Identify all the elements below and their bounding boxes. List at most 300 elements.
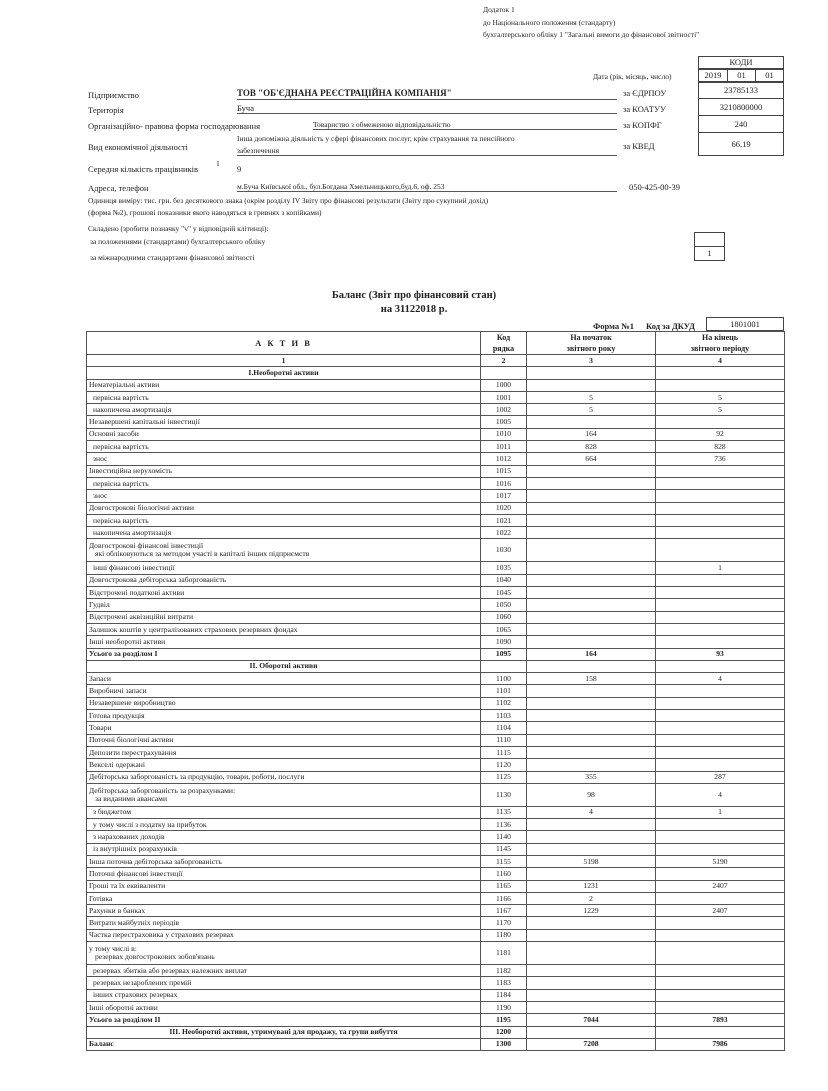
row-value-end [656,977,785,989]
row-value-begin [527,587,656,599]
row-code: 1166 [481,892,527,904]
table-row [87,806,785,818]
balance-date: 31122018 [394,304,437,315]
row-value-end: 7986 [656,1038,785,1050]
row-value-end: 92 [656,428,785,440]
row-value-end [656,892,785,904]
row-label: первісна вартість [87,441,481,453]
appendix-line-3: бухгалтерського обліку 1 "Загальні вимоги до фінансової звітності" [483,30,700,39]
row-label: резервах збитків або резервах належних виплат [87,965,481,977]
row-value-begin [527,965,656,977]
row-label: з бюджетом [87,806,481,818]
row-label: Відстрочені аквізиційні витрати [87,611,481,623]
table-row [87,490,785,502]
table-row [87,892,785,904]
row-label: первісна вартість [87,514,481,526]
row-value-begin: 7208 [527,1038,656,1050]
row-value-begin [527,942,656,965]
row-code [481,660,527,672]
dkud-value: 1801001 [706,317,784,331]
row-value-end [656,623,785,635]
row-label: Частка перестраховика у страхових резервах [87,929,481,941]
row-value-begin [527,490,656,502]
codes-header: КОДИ [698,56,784,69]
row-code [481,367,527,379]
table-row [87,831,785,843]
row-value-end [656,868,785,880]
edrpou-label: за ЄДРПОУ [623,88,667,98]
row-code: 1017 [481,490,527,502]
row-code: 1135 [481,806,527,818]
row-code: 1021 [481,514,527,526]
row-code: 1103 [481,710,527,722]
row-label: Запаси [87,673,481,685]
row-value-begin [527,697,656,709]
row-value-begin [527,843,656,855]
row-value-begin [527,477,656,489]
row-value-begin [527,636,656,648]
row-value-end [656,660,785,672]
table-row [87,539,785,562]
address-value: м.Буча Київської обл., бул.Богдана Хмельницького,буд.6, оф. 253 [237,182,617,192]
row-code: 1090 [481,636,527,648]
row-value-end [656,843,785,855]
row-value-begin [527,831,656,843]
row-value-end: 5 [656,391,785,403]
table-row [87,759,785,771]
table-row [87,416,785,428]
row-value-begin [527,734,656,746]
row-value-end: 5 [656,404,785,416]
row-code: 1195 [481,1014,527,1026]
row-value-begin [527,929,656,941]
territory-value: Буча [237,103,617,114]
national-standards-checkbox [694,232,725,247]
row-value-begin: 164 [527,428,656,440]
row-value-begin [527,977,656,989]
row-code: 1170 [481,917,527,929]
row-code: 1183 [481,977,527,989]
row-value-end: 5190 [656,855,785,867]
row-label: II. Оборотні активи [87,660,481,672]
legal-form-value: Товариство з обмеженою відповідальністю [313,120,617,130]
row-value-begin: 1231 [527,880,656,892]
row-code: 1001 [481,391,527,403]
koatuu-label: за КОАТУУ [623,104,667,114]
row-code: 1000 [481,379,527,391]
row-value-end: 736 [656,453,785,465]
row-value-end [656,710,785,722]
table-row [87,855,785,867]
row-value-end [656,685,785,697]
table-row [87,746,785,758]
row-value-end [656,477,785,489]
table-row [87,929,785,941]
row-value-end [656,539,785,562]
row-value-end [656,942,785,965]
row-code: 1040 [481,574,527,586]
row-label: Депозити перестрахування [87,746,481,758]
row-value-begin [527,623,656,635]
row-value-begin [527,611,656,623]
row-code: 1120 [481,759,527,771]
row-label: Поточні фінансові інвестиції [87,868,481,880]
table-row [87,1001,785,1013]
balance-title: Баланс (Звіт про фінансовий стан) [331,290,497,301]
row-code: 1160 [481,868,527,880]
row-label: первісна вартість [87,477,481,489]
row-value-begin: 2 [527,892,656,904]
table-row [87,905,785,917]
row-code: 1155 [481,855,527,867]
balance-table [86,331,785,1051]
activity-value-1: Інша допоміжна діяльність у сфері фінансових послуг, крім страхування та пенсійного [237,134,515,143]
kopfg-value: 240 [698,115,784,133]
table-row [87,428,785,440]
row-code: 1100 [481,673,527,685]
row-code: 1022 [481,527,527,539]
row-value-end [656,527,785,539]
table-row [87,868,785,880]
row-value-begin [527,819,656,831]
row-value-end [656,611,785,623]
row-code: 1184 [481,989,527,1001]
row-label: Гудвіл [87,599,481,611]
col-end-header: На кінець звітного періоду [656,332,785,355]
row-label: Гроші та їх еквіваленти [87,880,481,892]
row-code: 1015 [481,465,527,477]
table-row [87,685,785,697]
row-value-end [656,819,785,831]
phone-value: 050-425-00-39 [629,182,680,192]
row-value-begin [527,465,656,477]
row-value-end: 1 [656,806,785,818]
row-code: 1145 [481,843,527,855]
row-value-end [656,831,785,843]
row-label: знос [87,490,481,502]
row-label: Витрати майбутніх періодів [87,917,481,929]
row-value-begin: 1229 [527,905,656,917]
row-value-end [656,1001,785,1013]
row-value-begin: 664 [527,453,656,465]
table-row [87,1026,785,1038]
row-label: III. Необоротні активи, утримувані для продажу, та групи вибуття [87,1026,481,1038]
row-label: інші фінансові інвестиції [87,562,481,574]
row-label: Поточні біологічні активи [87,734,481,746]
row-code: 1016 [481,477,527,489]
row-value-begin [527,759,656,771]
col-num-4: 4 [656,355,785,367]
row-label: Усього за розділом І [87,648,481,660]
row-value-end: 2407 [656,880,785,892]
row-value-begin [527,1026,656,1038]
row-value-begin [527,367,656,379]
row-code: 1050 [481,599,527,611]
appendix-line-2: до Національного положення (стандарту) [483,18,616,27]
row-value-end [656,465,785,477]
table-row [87,636,785,648]
row-value-begin [527,514,656,526]
unit-note-2: (форма №2), грошові показники якого наводяться в гривнях з копійками) [88,208,322,217]
row-value-begin [527,539,656,562]
row-label: Баланс [87,1038,481,1050]
national-standards-label: за положеннями (стандартами) бухгалтерського обліку [90,237,266,246]
table-row [87,379,785,391]
row-value-end: 4 [656,673,785,685]
col-begin-header: На початок звітного року [527,332,656,355]
table-row [87,734,785,746]
table-row [87,989,785,1001]
kopfg-label: за КОПФГ [623,120,662,130]
row-label: Виробничі запаси [87,685,481,697]
row-label: Товари [87,722,481,734]
row-value-end [656,734,785,746]
table-row [87,502,785,514]
table-row [87,623,785,635]
row-code: 1125 [481,771,527,783]
table-row [87,917,785,929]
row-label: Нематеріальні активи [87,379,481,391]
row-value-end [656,599,785,611]
employees-label: Середня кількість працівників [88,164,199,174]
row-label: I.Необоротні активи [87,367,481,379]
table-row [87,514,785,526]
row-value-begin [527,562,656,574]
row-code: 1190 [481,1001,527,1013]
row-label: знос [87,453,481,465]
row-value-end [656,490,785,502]
row-code: 1012 [481,453,527,465]
table-row [87,527,785,539]
row-code: 1180 [481,929,527,941]
table-row [87,783,785,806]
row-code: 1300 [481,1038,527,1050]
row-value-end [656,746,785,758]
row-code: 1140 [481,831,527,843]
row-value-begin [527,917,656,929]
col-assets-header: А К Т И В [87,332,481,355]
row-label: Довгострокові фінансові інвестиції які обліковуються за методом участі в капіталі інших підприємств [87,539,481,562]
appendix-line-1: Додаток 1 [483,5,515,14]
row-code: 1095 [481,648,527,660]
row-code: 1181 [481,942,527,965]
employees-mark: 1 [216,159,220,168]
table-row [87,465,785,477]
row-code: 1035 [481,562,527,574]
legal-form-label: Організаційно- правова форма господарювання [88,121,261,131]
row-label: Інша поточна дебіторська заборгованість [87,855,481,867]
edrpou-value: 23785133 [698,82,784,99]
row-code: 1104 [481,722,527,734]
row-label: Довгострокові біологічні активи [87,502,481,514]
row-label: з нарахованих доходів [87,831,481,843]
table-row [87,771,785,783]
table-row [87,843,785,855]
row-code: 1130 [481,783,527,806]
row-code: 1182 [481,965,527,977]
row-label: Дебіторська заборгованість за розрахунками: за виданими авансами [87,783,481,806]
row-code: 1005 [481,416,527,428]
row-value-end: 7893 [656,1014,785,1026]
row-value-begin [527,574,656,586]
row-value-begin: 7044 [527,1014,656,1026]
row-code: 1101 [481,685,527,697]
col-code-header: Код рядка [481,332,527,355]
row-label: накопичена амортизація [87,527,481,539]
enterprise-name: ТОВ "ОБ'ЄДНАНА РЕЄСТРАЦІЙНА КОМПАНІЯ" [237,88,617,100]
row-value-begin: 164 [527,648,656,660]
row-value-begin: 5 [527,391,656,403]
row-value-end [656,759,785,771]
row-label: у тому числі в: резервах довгострокових зобов'язань [87,942,481,965]
row-value-end [656,379,785,391]
row-value-begin [527,710,656,722]
table-row [87,673,785,685]
column-number-row [87,355,785,367]
table-row [87,391,785,403]
row-value-begin [527,416,656,428]
koatuu-value: 3210800000 [698,98,784,116]
row-label: Готова продукція [87,710,481,722]
form-number: Форма №1 [593,321,635,331]
row-code: 1030 [481,539,527,562]
row-value-begin: 4 [527,806,656,818]
row-code: 1045 [481,587,527,599]
col-num-1: 1 [87,355,481,367]
row-value-end [656,929,785,941]
row-label: резервах незароблених премій [87,977,481,989]
row-value-begin [527,660,656,672]
international-standards-label: за міжнародними стандартами фінансової звітності [90,253,255,262]
row-label: Основні засоби [87,428,481,440]
row-value-begin [527,599,656,611]
table-row [87,648,785,660]
row-code: 1020 [481,502,527,514]
row-label: Векселі одержані [87,759,481,771]
dkud-label: Код за ДКУД [646,321,696,331]
row-value-end [656,697,785,709]
table-row [87,587,785,599]
row-value-begin: 828 [527,441,656,453]
row-code: 1136 [481,819,527,831]
balance-date-suffix: р. [438,304,448,315]
row-value-end: 4 [656,783,785,806]
row-label: Рахунки в банках [87,905,481,917]
table-header-row [87,332,785,355]
row-label: Довгострокова дебіторська заборгованість [87,574,481,586]
row-label: інших страхових резервах [87,989,481,1001]
kved-label: за КВЕД [623,141,655,151]
row-value-end: 93 [656,648,785,660]
row-value-begin: 5198 [527,855,656,867]
balance-date-line [0,304,828,315]
date-year: 2019 [698,69,728,82]
activity-label: Вид економічної діяльності [88,142,188,152]
address-label: Адреса, телефон [88,183,149,193]
row-value-begin: 158 [527,673,656,685]
row-value-end [656,502,785,514]
row-code: 1115 [481,746,527,758]
activity-value-2: забезпечення [237,146,617,156]
row-value-begin [527,722,656,734]
row-value-end [656,989,785,1001]
row-value-end [656,965,785,977]
row-value-end [656,416,785,428]
row-label: Незавершені капітальні інвестиції [87,416,481,428]
row-value-begin: 355 [527,771,656,783]
balance-date-prefix: на [380,304,393,315]
row-value-begin [527,746,656,758]
enterprise-label: Підприємство [88,90,139,100]
row-label: Дебіторська заборгованість за продукцію, товари, роботи, послуги [87,771,481,783]
row-code: 1102 [481,697,527,709]
row-code: 1200 [481,1026,527,1038]
row-label: Інвестиційна нерухомість [87,465,481,477]
table-row [87,819,785,831]
table-row [87,453,785,465]
table-row [87,722,785,734]
row-code: 1011 [481,441,527,453]
row-code: 1165 [481,880,527,892]
table-row [87,367,785,379]
table-row [87,477,785,489]
territory-label: Територія [88,105,124,115]
col-num-2: 2 [481,355,527,367]
row-label: накопичена амортизація [87,404,481,416]
compiled-note: Складено (зробити позначку "v" у відповідній клітинці): [88,224,269,233]
row-value-begin [527,379,656,391]
table-row [87,880,785,892]
row-value-end [656,722,785,734]
row-value-begin [527,1001,656,1013]
row-code: 1010 [481,428,527,440]
row-label: у тому числі з податку на прибуток [87,819,481,831]
row-label: Усього за розділом II [87,1014,481,1026]
row-value-begin: 98 [527,783,656,806]
row-value-end [656,514,785,526]
unit-note-1: Одиниця виміру: тис. грн. без десяткового знака (окрім розділу IV Звіту про фінансові результати (Звіту про сукупний дохід) [88,196,489,205]
table-row [87,1038,785,1050]
row-label: Відстрочені податкові активи [87,587,481,599]
table-row [87,697,785,709]
row-label: Інші необоротні активи [87,636,481,648]
table-row [87,611,785,623]
table-row [87,562,785,574]
row-code: 1167 [481,905,527,917]
row-code: 1065 [481,623,527,635]
row-value-begin [527,868,656,880]
table-row [87,441,785,453]
row-value-begin [527,685,656,697]
row-value-end: 828 [656,441,785,453]
col-num-3: 3 [527,355,656,367]
date-label: Дата (рік, місяць, число) [593,72,672,81]
row-label: Готівка [87,892,481,904]
row-value-end [656,917,785,929]
row-value-end [656,1026,785,1038]
date-month: 01 [727,69,756,82]
table-row [87,942,785,965]
row-value-end: 1 [656,562,785,574]
table-row [87,660,785,672]
row-value-end [656,636,785,648]
row-label: Інші оборотні активи [87,1001,481,1013]
row-value-begin [527,527,656,539]
row-value-begin: 5 [527,404,656,416]
table-row [87,574,785,586]
kved-value: 66.19 [698,132,784,156]
employees-value: 9 [237,164,242,174]
